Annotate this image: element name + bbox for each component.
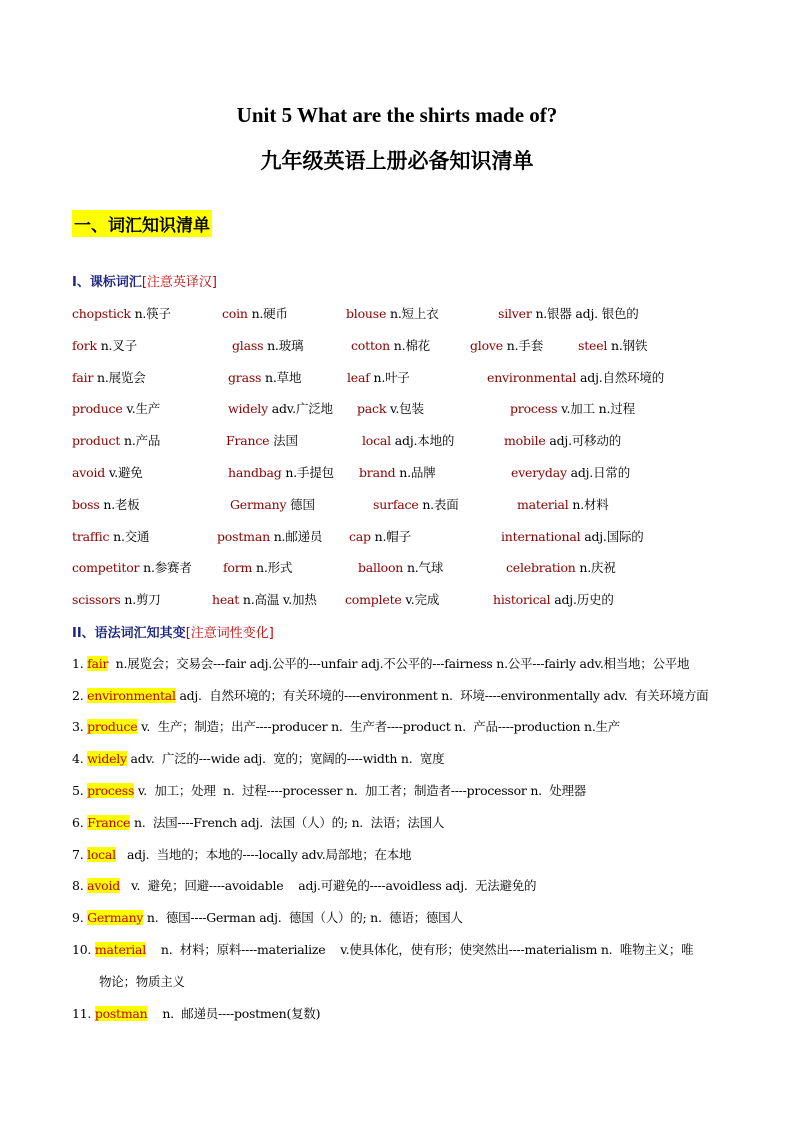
- title-chinese: 九年级英语上册必备知识清单: [260, 149, 534, 173]
- vocab-entry: [232, 336, 303, 354]
- grammar-item-word: Germany: [87, 910, 144, 925]
- vocab-definition: adj.日常的: [570, 465, 630, 480]
- vocab-entry: [349, 527, 411, 545]
- vocab-word: blouse: [346, 306, 387, 321]
- part2-heading: [72, 622, 274, 641]
- vocab-definition: adj.国际的: [584, 528, 644, 544]
- vocab-definition: v.生产: [126, 401, 161, 417]
- vocab-word: boss: [72, 496, 100, 512]
- vocab-entry: [345, 590, 439, 608]
- vocab-definition: n.品牌: [399, 465, 436, 480]
- vocab-word: postman: [217, 528, 270, 544]
- section-heading-vocabulary: 一、词汇知识清单: [72, 210, 212, 237]
- part1-heading: [72, 271, 217, 290]
- part2-label: II、语法词汇知其变: [72, 626, 186, 641]
- vocab-entry: [72, 399, 160, 417]
- grammar-item: [72, 781, 586, 799]
- grammar-item: [72, 717, 620, 735]
- vocab-definition: n.棉花: [393, 337, 430, 353]
- vocab-definition: n.表面: [422, 496, 459, 512]
- vocab-definition: n.高温 v.加热: [242, 592, 317, 608]
- vocab-definition: n.邮递员: [273, 528, 323, 544]
- vocab-word: scissors: [72, 592, 121, 608]
- grammar-item-number: 7.: [72, 847, 88, 862]
- vocab-entry: [501, 527, 644, 545]
- vocab-definition: 法国: [273, 433, 298, 449]
- vocab-word: produce: [72, 401, 123, 417]
- vocab-word: widely: [228, 401, 268, 417]
- vocab-definition: n.帽子: [374, 528, 411, 544]
- vocab-entry: [223, 558, 292, 576]
- grammar-item: [72, 876, 536, 894]
- grammar-item-number: 6.: [72, 815, 88, 830]
- vocab-word: France: [226, 433, 270, 449]
- vocab-word: heat: [212, 592, 240, 608]
- vocab-definition: n.玻璃: [267, 337, 304, 353]
- vocab-word: traffic: [72, 528, 110, 544]
- vocab-word: international: [501, 528, 581, 544]
- grammar-item: [72, 654, 689, 672]
- vocab-word: historical: [493, 592, 551, 608]
- grammar-item-text: n. 德国----German adj. 德国（人）的; n. 德语；德国人: [143, 910, 463, 925]
- vocab-definition: n.交通: [113, 528, 150, 544]
- grammar-item-text: n. 材料；原料----materialize v.使具体化，使有形；使突然出----materialism n. 唯物主义；唯: [146, 942, 694, 957]
- vocab-entry: [511, 463, 630, 481]
- vocab-word: fair: [72, 369, 94, 385]
- vocab-definition: n.庆祝: [579, 560, 616, 576]
- vocab-entry: [226, 431, 298, 449]
- grammar-item: [72, 1004, 320, 1022]
- vocab-word: glove: [470, 337, 503, 353]
- vocab-word: leaf: [347, 369, 370, 385]
- vocab-entry: [72, 495, 140, 513]
- vocab-word: Germany: [230, 496, 287, 512]
- vocab-word: surface: [373, 496, 419, 512]
- vocab-word: cap: [349, 528, 371, 544]
- vocab-word: silver: [498, 306, 532, 321]
- vocab-entry: [504, 431, 621, 449]
- vocab-definition: v.避免: [108, 465, 143, 480]
- vocab-word: process: [510, 401, 558, 417]
- vocab-entry: [517, 495, 609, 513]
- vocab-word: grass: [228, 369, 262, 385]
- vocab-entry: [506, 558, 616, 576]
- grammar-item-text: v. 避免；回避----avoidable adj.可避免的----avoidless adj. 无法避免的: [119, 878, 537, 893]
- vocab-entry: [493, 590, 614, 608]
- grammar-item-number: 9.: [72, 910, 88, 925]
- vocab-word: handbag: [228, 465, 282, 480]
- grammar-item-word: produce: [87, 719, 138, 734]
- grammar-item: [72, 813, 444, 831]
- grammar-item-word: local: [87, 847, 116, 862]
- vocab-entry: [373, 495, 459, 513]
- vocab-word: glass: [232, 337, 264, 353]
- vocab-word: form: [223, 560, 253, 576]
- vocab-entry: [222, 304, 288, 322]
- grammar-item-text: n.展览会；交易会---fair adj.公平的---unfair adj.不公平的---fairness n.公平---fairly adv.相当地；公平地: [108, 656, 690, 671]
- grammar-item-number: 10.: [72, 942, 95, 957]
- vocab-definition: adv.广泛地: [271, 401, 333, 417]
- vocab-definition: n.筷子: [134, 306, 171, 321]
- grammar-item-text: n. 邮递员----postmen(复数): [147, 1006, 321, 1021]
- vocab-entry: [72, 368, 146, 386]
- vocab-entry: [228, 399, 333, 417]
- grammar-item: [72, 908, 463, 926]
- grammar-item: [72, 749, 444, 767]
- grammar-item-word: fair: [87, 656, 109, 671]
- vocab-entry: [351, 336, 430, 354]
- vocab-entry: [72, 590, 161, 608]
- vocab-entry: [228, 368, 301, 386]
- vocab-entry: [357, 399, 424, 417]
- grammar-item: [72, 686, 708, 704]
- vocab-definition: adj.可移动的: [549, 433, 622, 449]
- vocab-entry: [510, 399, 635, 417]
- vocab-word: coin: [222, 306, 248, 321]
- vocab-word: brand: [359, 465, 396, 480]
- vocab-definition: n.材料: [572, 496, 609, 512]
- grammar-item-word: environmental: [87, 688, 176, 703]
- vocab-definition: n.草地: [265, 369, 302, 385]
- grammar-item-word: widely: [87, 751, 127, 766]
- part1-label: I、课标词汇: [72, 275, 142, 290]
- grammar-item-word: material: [94, 942, 147, 957]
- vocab-entry: [72, 336, 137, 354]
- vocab-definition: adj.自然环境的: [580, 369, 665, 385]
- vocab-definition: n.钢铁: [611, 337, 648, 353]
- vocab-definition: v.包装: [390, 401, 424, 417]
- grammar-item-number: 3.: [72, 719, 88, 734]
- vocab-definition: n.叶子: [373, 369, 410, 385]
- vocab-definition: n.剪刀: [124, 592, 161, 608]
- vocab-word: chopstick: [72, 306, 131, 321]
- vocab-word: local: [362, 433, 391, 449]
- vocab-entry: [72, 304, 171, 322]
- vocab-word: pack: [357, 401, 387, 417]
- vocab-definition: n.参赛者: [143, 560, 192, 576]
- vocab-definition: n.形式: [255, 560, 293, 576]
- grammar-item-text: v. 加工；处理 n. 过程----processer n. 加工者；制造者----processor n. 处理器: [134, 783, 587, 798]
- vocab-definition: v.完成: [405, 592, 440, 608]
- vocab-word: steel: [578, 337, 608, 353]
- vocab-entry: [230, 495, 315, 513]
- vocab-word: fork: [72, 337, 97, 353]
- grammar-item-10-continuation: 物论；物质主义: [99, 974, 185, 989]
- vocab-word: everyday: [511, 465, 567, 480]
- vocab-definition: v.加工 n.过程: [561, 401, 635, 417]
- vocab-word: complete: [345, 592, 402, 608]
- grammar-item-number: 1.: [72, 656, 88, 671]
- vocab-definition: n.手提包: [285, 465, 334, 480]
- vocab-entry: [72, 463, 143, 481]
- vocab-entry: [498, 304, 639, 322]
- title-english: Unit 5 What are the shirts made of?: [236, 103, 558, 127]
- grammar-item-text: v. 生产；制造；出产----producer n. 生产者----product n. 产品----production n.生产: [137, 719, 621, 734]
- vocab-definition: n.手套: [506, 337, 544, 353]
- grammar-item-number: 5.: [72, 783, 88, 798]
- vocab-word: product: [72, 433, 121, 449]
- vocab-entry: [72, 527, 149, 545]
- vocab-entry: [228, 463, 334, 481]
- vocab-entry: [358, 558, 443, 576]
- grammar-item-word: postman: [94, 1006, 148, 1021]
- grammar-item: [72, 845, 411, 863]
- grammar-item-number: 8.: [72, 878, 88, 893]
- vocab-definition: 德国: [290, 496, 315, 512]
- vocab-word: material: [517, 496, 569, 512]
- grammar-item-word: process: [87, 783, 135, 798]
- vocab-definition: n.气球: [406, 560, 444, 576]
- vocab-word: environmental: [487, 369, 577, 385]
- vocab-entry: [212, 590, 317, 608]
- vocab-word: balloon: [358, 560, 404, 576]
- grammar-item-text: n. 法国----French adj. 法国（人）的; n. 法语；法国人: [130, 815, 445, 830]
- vocab-entry: [72, 558, 192, 576]
- vocab-entry: [72, 431, 160, 449]
- vocab-definition: n.老板: [103, 496, 140, 512]
- vocab-word: cotton: [351, 337, 390, 353]
- part1-note: [注意英译汉]: [141, 275, 217, 290]
- vocab-definition: n.展览会: [97, 369, 146, 385]
- vocab-definition: n.短上衣: [389, 306, 439, 321]
- grammar-item-number: 11.: [72, 1006, 95, 1021]
- vocab-word: mobile: [504, 433, 546, 449]
- grammar-item-text: adj. 自然环境的；有关环境的----environment n. 环境----environmentally adv. 有关环境方面: [175, 688, 709, 703]
- vocab-entry: [487, 368, 664, 386]
- grammar-item-text: adv. 广泛的---wide adj. 宽的；宽阔的----width n. 宽度: [126, 751, 445, 766]
- vocab-definition: adj.本地的: [394, 433, 455, 449]
- vocab-word: avoid: [72, 465, 106, 480]
- vocab-entry: [347, 368, 410, 386]
- grammar-item-number: 2.: [72, 688, 88, 703]
- vocab-entry: [578, 336, 647, 354]
- vocab-definition: n.叉子: [100, 337, 137, 353]
- vocab-word: celebration: [506, 560, 576, 576]
- grammar-item-number: 4.: [72, 751, 88, 766]
- vocab-entry: [346, 304, 439, 322]
- vocab-definition: adj.历史的: [554, 592, 614, 608]
- vocab-definition: n.产品: [123, 433, 161, 449]
- part2-note: [注意词性变化]: [185, 626, 274, 641]
- vocab-definition: n.硬币: [251, 306, 288, 321]
- vocab-word: competitor: [72, 560, 140, 576]
- grammar-item-word: France: [87, 815, 131, 830]
- vocab-entry: [359, 463, 436, 481]
- grammar-item: [72, 940, 693, 958]
- grammar-item-word: avoid: [87, 878, 120, 893]
- vocab-definition: n.银器 adj. 银色的: [535, 306, 639, 321]
- vocab-entry: [470, 336, 543, 354]
- grammar-item-text: adj. 当地的；本地的----locally adv.局部地；在本地: [115, 847, 412, 862]
- vocab-entry: [362, 431, 454, 449]
- vocab-entry: [217, 527, 322, 545]
